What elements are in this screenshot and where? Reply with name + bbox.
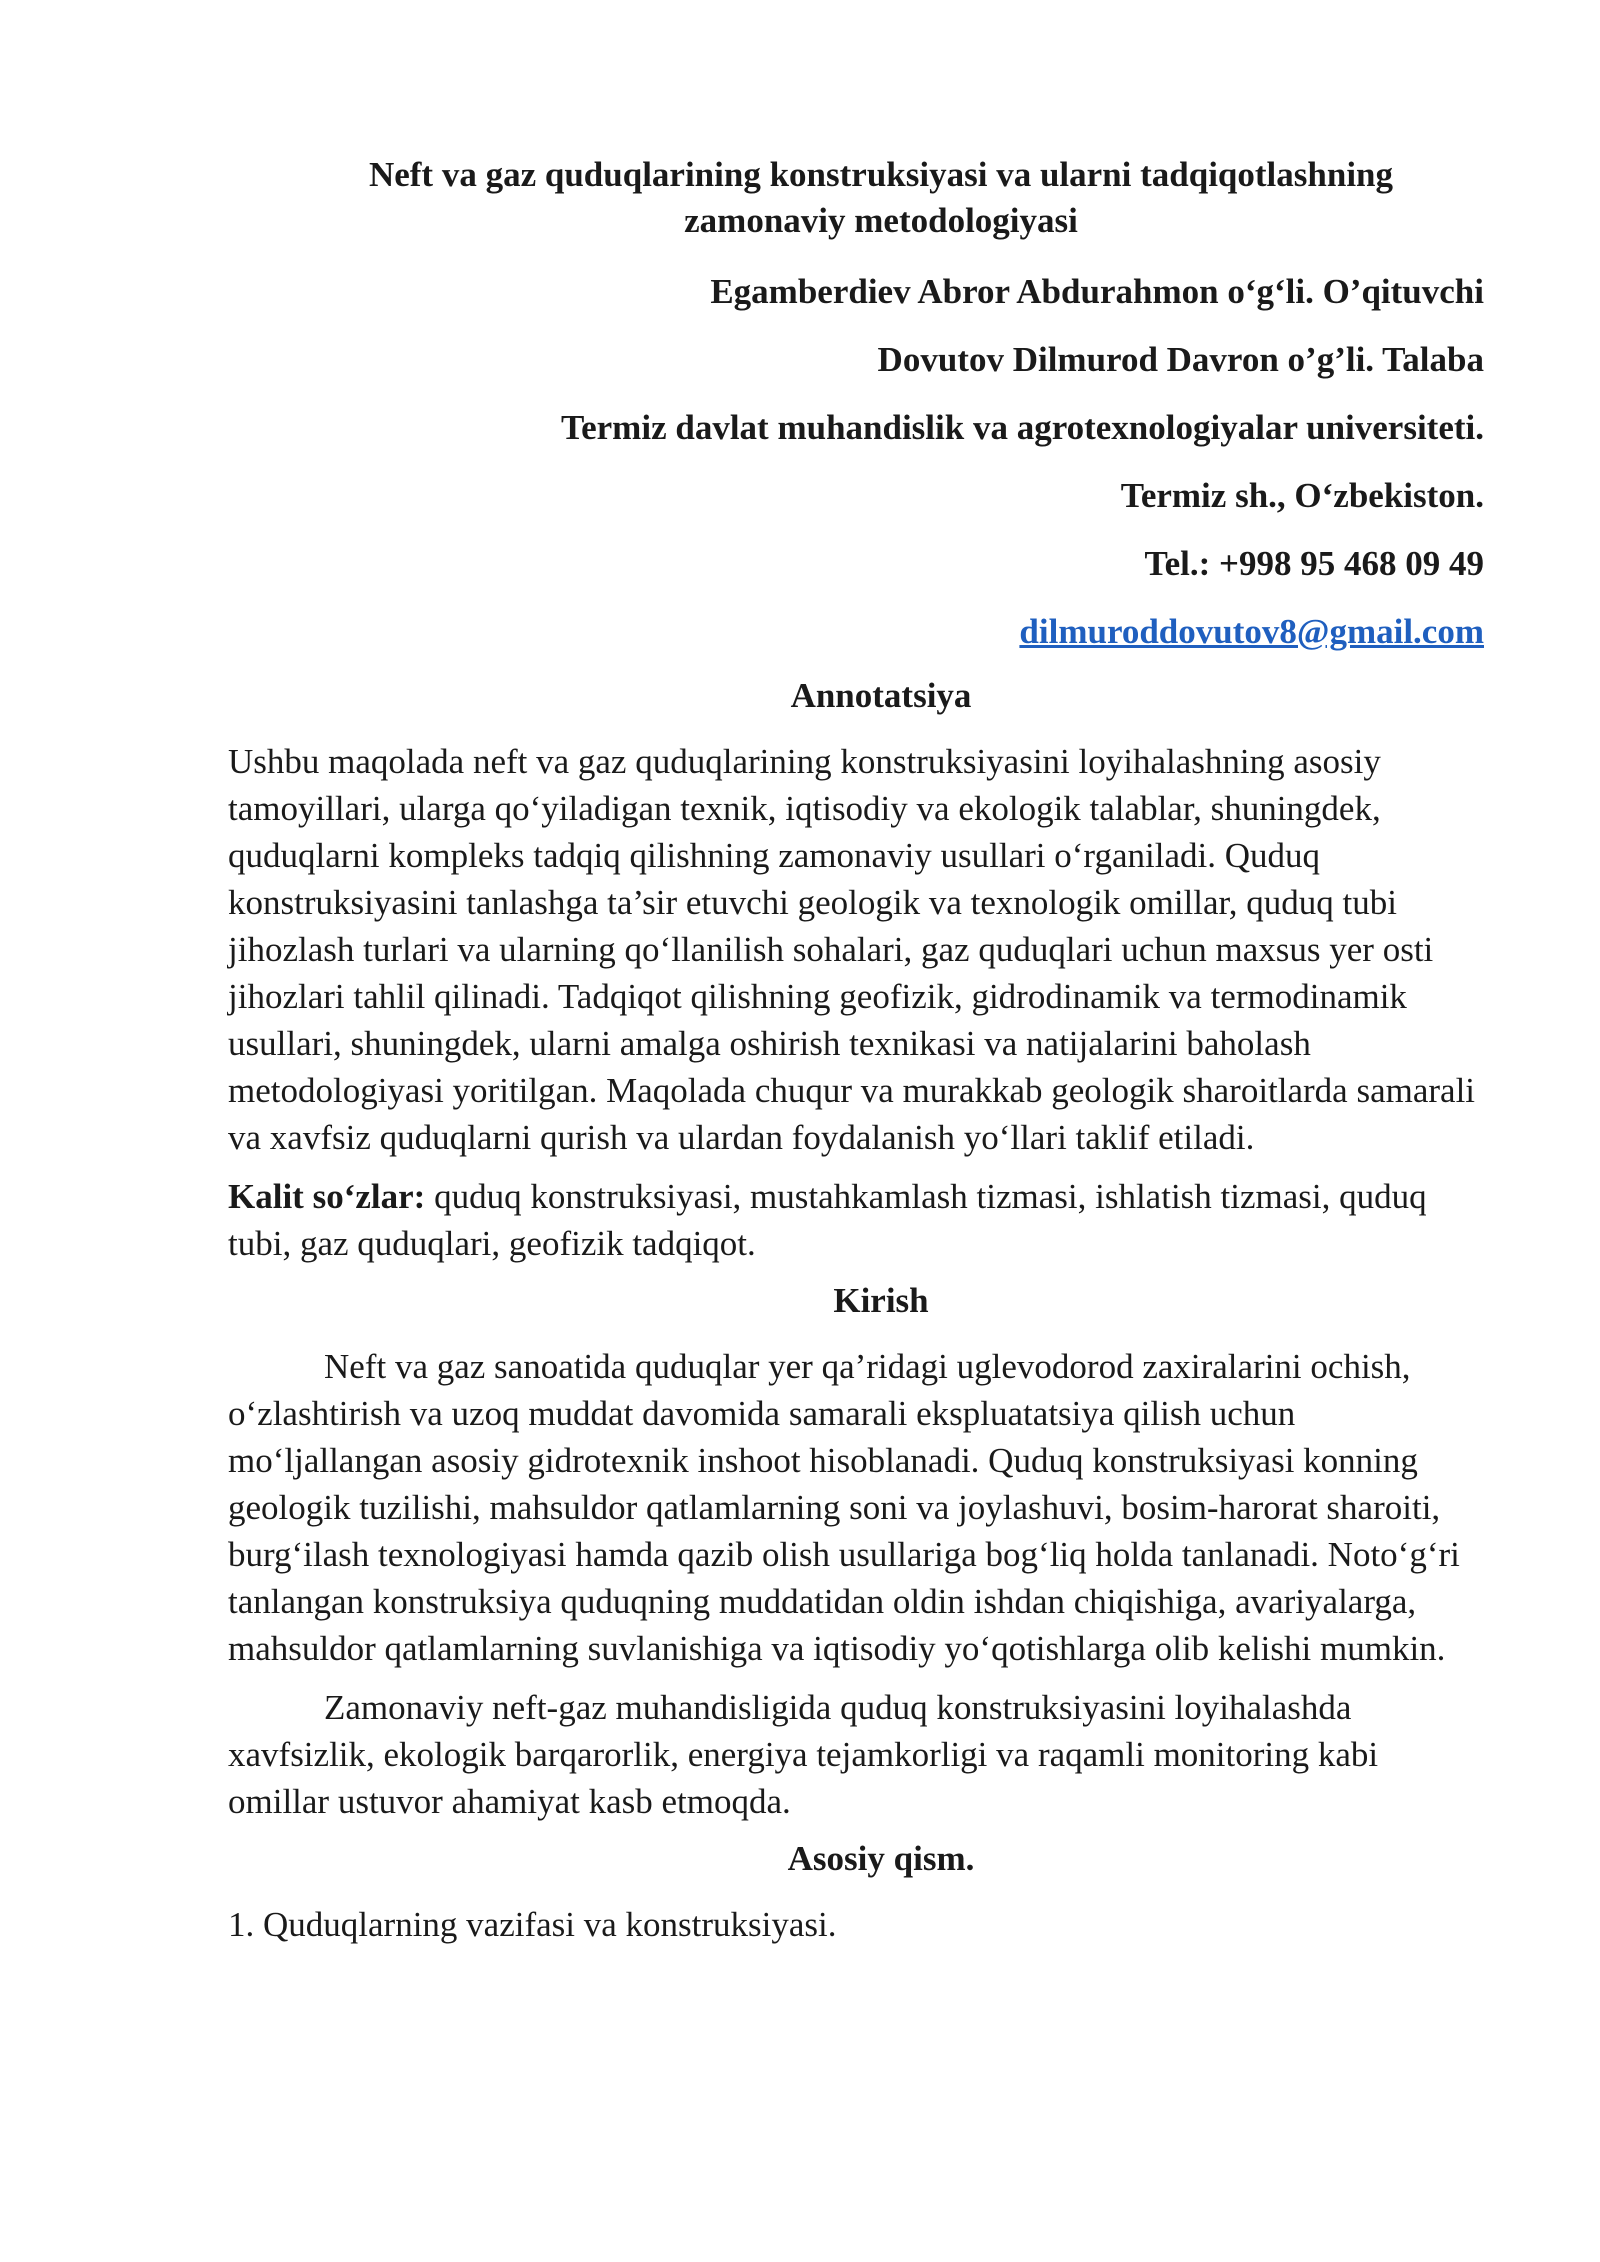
intro-heading: Kirish (833, 1281, 929, 1320)
paper-title-line-1: Neft va gaz quduqlarining konstruksiyasi va ularni tadqiqotlashning (368, 155, 1394, 194)
annotation-text: Ushbu maqolada neft va gaz quduqlarining konstruksiyasini loyihalashning asosiy tamoyillari, ularga qo‘yiladigan texnik, iqtisodiy va ekologik talablar, shuningdek, quduqlarni kompleks tadqiq qilishning zamonaviy usullari o‘rganiladi. Quduq konstruksiyasini tanlashga ta’sir etuvchi geologik va texnologik omillar, quduq tubi jihozlash turlari va ularning qo‘llanilish sohalari, gaz quduqlari uchun maxsus yer osti jihozlari tahlil qilinadi. Tadqiqot qilishning geofizik, gidrodinamik va termodinamik usullari, shuningdek, ularni amalga oshirish texnikasi va natijalarini baholash metodologiyasi yoritilgan. Maqolada chuqur va murakkab geologik sharoitlarda samarali va xavfsiz quduqlarni qurish va ulardan foydalanish yo‘llari taklif etiladi. (228, 742, 1476, 1157)
email-link[interactable]: dilmuroddovutov8@gmail.com (1019, 612, 1484, 651)
location: Termiz sh., O‘zbekiston. (1120, 476, 1484, 515)
keywords-label: Kalit so‘zlar: (228, 1177, 426, 1216)
main-heading: Asosiy qism. (787, 1839, 975, 1878)
paper-title (228, 152, 1484, 244)
affiliation: Termiz davlat muhandislik va agrotexnologiyalar universiteti. (560, 408, 1484, 447)
author-block (228, 258, 1484, 666)
paper-title-line-2: zamonaviy metodologiyasi (684, 201, 1078, 240)
intro-paragraph-2: Zamonaviy neft-gaz muhandisligida quduq konstruksiyasini loyihalashda xavfsizlik, ekologik barqarorlik, energiya tejamkorligi va raqamli monitoring kabi omillar ustuvor ahamiyat kasb etmoqda. (228, 1688, 1379, 1821)
subsection-title: 1. Quduqlarning vazifasi va konstruksiyasi. (228, 1905, 837, 1944)
author-1: Egamberdiev Abror Abdurahmon o‘g‘li. O’qituvchi (710, 272, 1484, 311)
keywords-text: quduq konstruksiyasi, mustahkamlash tizmasi, ishlatish tizmasi, quduq tubi, gaz quduqlari, geofizik tadqiqot. (228, 1177, 1427, 1263)
keywords (228, 1173, 1484, 1267)
author-2: Dovutov Dilmurod Davron o’g’li. Talaba (877, 340, 1484, 379)
email-line (228, 598, 1484, 666)
intro-paragraph-1: Neft va gaz sanoatida quduqlar yer qa’ridagi uglevodorod zaxiralarini ochish, o‘zlashtirish va uzoq muddat davomida samarali ekspluatatsiya qilish uchun mo‘ljallangan asosiy gidrotexnik inshoot hisoblanadi. Quduq konstruksiyasi konning geologik tuzilishi, mahsuldor qatlamlarning soni va joylashuvi, bosim-harorat sharoiti, burg‘ilash texnologiyasi hamda qazib olish usullariga bog‘liq holda tanlanadi. Noto‘g‘ri tanlangan konstruksiya quduqning muddatidan oldin ishdan chiqishiga, avariyalarga, mahsuldor qatlamlarning suvlanishiga va iqtisodiy yo‘qotishlarga olib kelishi mumkin. (228, 1347, 1460, 1668)
document-page (228, 152, 1484, 1960)
phone: Tel.: +998 95 468 09 49 (1144, 544, 1484, 583)
annotation-heading: Annotatsiya (790, 676, 972, 715)
